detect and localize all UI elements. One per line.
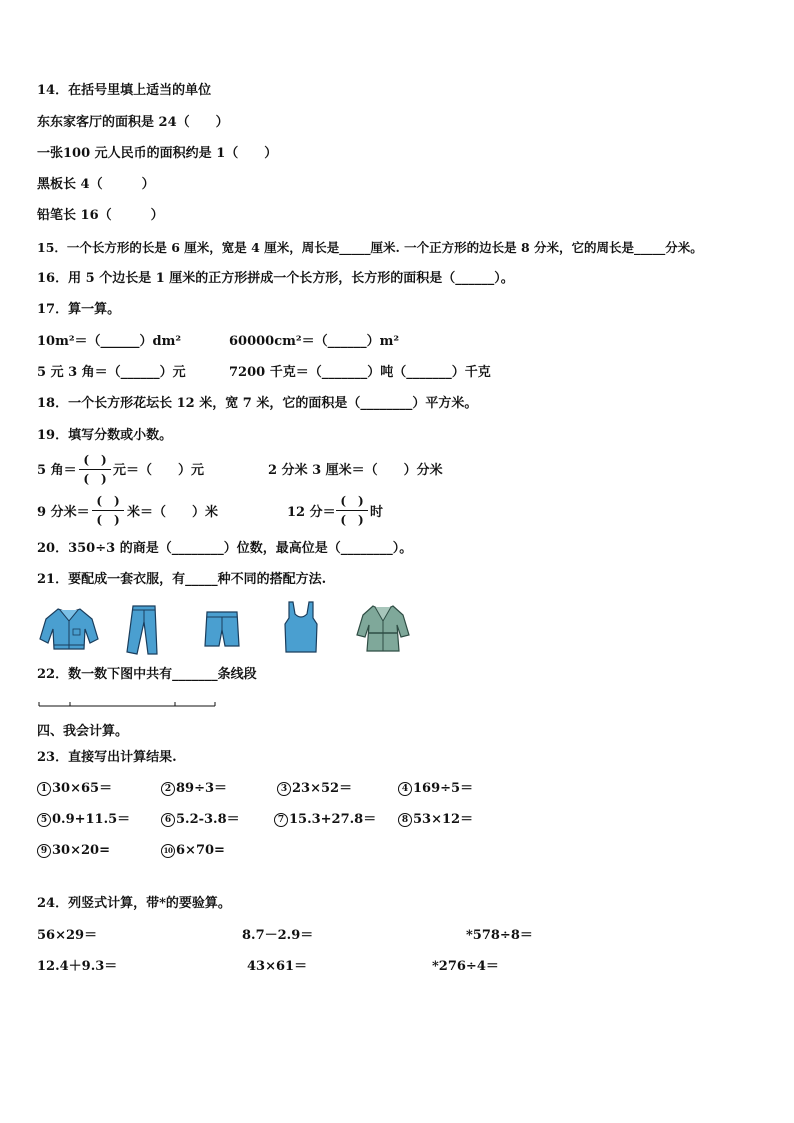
q17-a: 10m²＝（______）dm² xyxy=(37,334,182,349)
q19-fraction-3 xyxy=(336,493,368,528)
q23-item: 9 30×20= xyxy=(37,843,110,859)
q23-item: 8 53×12＝ xyxy=(398,812,473,828)
q17-c: 5 元 3 角＝（______）元 xyxy=(37,365,186,380)
q23-item: 5 0.9+11.5＝ xyxy=(37,812,130,828)
denominator: ( ) xyxy=(340,513,364,527)
q23-title: 23．直接写出计算结果. xyxy=(37,750,177,765)
q14-item-1: 东东家客厅的面积是 24（ ） xyxy=(37,115,229,130)
q19-title: 19．填写分数或小数。 xyxy=(37,428,173,443)
q22-title: 22．数一数下图中共有_______条线段 xyxy=(37,667,257,682)
circled-number: 10 xyxy=(161,844,175,858)
circled-number: 5 xyxy=(37,813,51,827)
section-heading: 四、我会计算。 xyxy=(37,724,129,739)
q19-r2b-post: 时 xyxy=(370,505,384,520)
numerator: ( ) xyxy=(83,453,107,467)
q24-item: *578÷8＝ xyxy=(466,928,533,943)
circled-number: 2 xyxy=(161,782,175,796)
numerator: ( ) xyxy=(96,494,120,508)
q19-r1a-post: 元＝（ ）元 xyxy=(113,463,205,478)
q19-fraction-1 xyxy=(79,452,111,487)
q20-text: 20．350÷3 的商是（________）位数，最高位是（________）。 xyxy=(37,541,413,556)
q23-item: 10 6×70= xyxy=(161,843,225,859)
circled-number: 4 xyxy=(398,782,412,796)
q23-item: 4 169÷5＝ xyxy=(398,781,473,797)
line-segment-figure xyxy=(37,700,217,710)
q24-item: 43×61＝ xyxy=(247,959,308,974)
denominator: ( ) xyxy=(83,472,107,486)
q14-item-3: 黑板长 4（ ） xyxy=(37,177,155,192)
q24-item: 8.7－2.9＝ xyxy=(242,928,314,943)
q14-item-2: 一张100 元人民币的面积约是 1（ ） xyxy=(37,146,278,161)
q23-item: 3 23×52＝ xyxy=(277,781,352,797)
q19-r1a-pre: 5 角＝ xyxy=(37,463,77,478)
numerator: ( ) xyxy=(340,494,364,508)
q17-d: 7200 千克＝（_______）吨（_______）千克 xyxy=(229,365,491,380)
q18-text: 18．一个长方形花坛长 12 米，宽 7 米，它的面积是（________）平方米。 xyxy=(37,396,478,411)
q21-title: 21．要配成一套衣服，有_____种不同的搭配方法. xyxy=(37,572,327,587)
q19-r1b: 2 分米 3 厘米＝（ ）分米 xyxy=(268,463,443,478)
circled-number: 8 xyxy=(398,813,412,827)
shorts-icon xyxy=(203,608,241,650)
denominator: ( ) xyxy=(96,513,120,527)
q24-title: 24．列竖式计算，带*的要验算。 xyxy=(37,896,231,911)
jacket-icon xyxy=(38,605,100,653)
q23-item: 1 30×65＝ xyxy=(37,781,112,797)
trousers-icon xyxy=(125,604,159,656)
q19-r2a-pre: 9 分米＝ xyxy=(37,505,90,520)
q19-r2a-post: 米＝（ ）米 xyxy=(127,505,219,520)
circled-number: 9 xyxy=(37,844,51,858)
tank-top-icon xyxy=(283,600,319,654)
q19-fraction-2 xyxy=(92,493,124,528)
q16-text: 16．用 5 个边长是 1 厘米的正方形拼成一个长方形，长方形的面积是（______）。 xyxy=(37,271,514,286)
q14-title: 14．在括号里填上适当的单位 xyxy=(37,83,212,98)
q23-item: 2 89÷3＝ xyxy=(161,781,227,797)
circled-number: 6 xyxy=(161,813,175,827)
coat-icon xyxy=(355,603,411,653)
q14-item-4: 铅笔长 16（ ） xyxy=(37,208,164,223)
q24-item: *276÷4＝ xyxy=(432,959,499,974)
q17-b: 60000cm²＝（______）m² xyxy=(229,334,400,349)
q24-item: 12.4＋9.3＝ xyxy=(37,959,118,974)
q24-item: 56×29＝ xyxy=(37,928,98,943)
q17-title: 17．算一算。 xyxy=(37,302,121,317)
circled-number: 1 xyxy=(37,782,51,796)
q23-item: 7 15.3+27.8＝ xyxy=(274,812,376,828)
q19-r2b-pre: 12 分＝ xyxy=(287,505,336,520)
circled-number: 3 xyxy=(277,782,291,796)
q15-text: 15．一个长方形的长是 6 厘米，宽是 4 厘米，周长是_____厘米. 一个正方形的边长是 8 分米，它的周长是_____分米。 xyxy=(37,240,703,255)
q23-item: 6 5.2-3.8＝ xyxy=(161,812,240,828)
circled-number: 7 xyxy=(274,813,288,827)
